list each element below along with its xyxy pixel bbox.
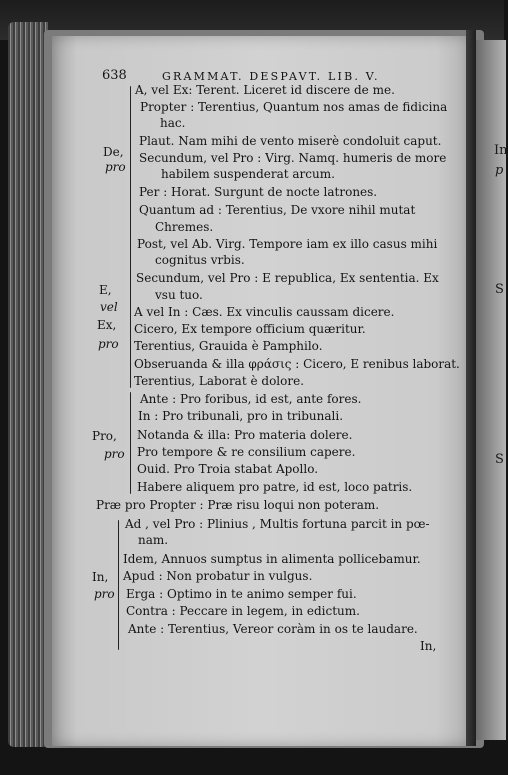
text-line: hac. <box>160 116 186 130</box>
side-label: De, <box>103 145 124 159</box>
side-label: pro <box>105 160 126 174</box>
text-line: Terentius, Laborat è dolore. <box>134 374 305 388</box>
brace <box>118 520 119 650</box>
side-label: E, <box>99 283 112 297</box>
side-label: Pro, <box>92 429 117 443</box>
page-number: 638 <box>102 68 127 83</box>
text-line: Apud : Non probatur in vulgus. <box>123 569 313 583</box>
text-line: cognitus vrbis. <box>155 253 245 267</box>
text-line: Secundum, vel Pro : Virg. Namq. humeris de more <box>139 151 447 165</box>
text-line: habilem suspenderat arcum. <box>161 167 335 181</box>
text-line: A vel In : Cæs. Ex vinculis caussam dicere. <box>134 305 395 319</box>
text-line: Ante : Pro foribus, id est, ante fores. <box>140 392 362 406</box>
next-page-fragment: S <box>495 282 504 297</box>
next-page-fragment: In <box>494 143 508 158</box>
text-line: Cicero, Ex tempore officium quæritur. <box>134 322 366 336</box>
text-line: Præ pro Propter : Præ risu loqui non poteram. <box>96 498 380 512</box>
text-line: Erga : Optimo in te animo semper fui. <box>126 587 357 601</box>
text-line: Per : Horat. Surgunt de nocte latrones. <box>139 185 378 199</box>
text-line: vsu tuo. <box>155 288 203 302</box>
text-line: Terentius, Grauida è Pamphilo. <box>134 339 323 353</box>
text-line: Pro tempore & re consilium capere. <box>137 445 356 459</box>
side-label: pro <box>104 447 125 461</box>
text-line: Quantum ad : Terentius, De vxore nihil mutat <box>139 203 416 217</box>
text-line: In : Pro tribunali, pro in tribunali. <box>138 409 344 423</box>
book-gutter <box>466 30 476 746</box>
side-label: pro <box>94 587 115 601</box>
running-head: GRAMMAT. DESPAVT. LIB. V. <box>162 70 380 83</box>
side-label: pro <box>98 337 119 351</box>
text-line: Ouid. Pro Troia stabat Apollo. <box>137 462 319 476</box>
side-label: vel <box>100 300 118 314</box>
text-line: A, vel Ex: Terent. Liceret id discere de me. <box>135 83 395 97</box>
text-line: Propter : Terentius, Quantum nos amas de fidicina <box>140 100 448 114</box>
catchword: In, <box>420 639 437 653</box>
side-label: In, <box>92 570 109 584</box>
text-line: Notanda & illa: Pro materia dolere. <box>137 428 353 442</box>
next-page-fragment: S <box>495 452 504 467</box>
text-line: Chremes. <box>155 220 214 234</box>
text-line: Ad , vel Pro : Plinius , Multis fortuna parcit in pœ- <box>125 517 430 531</box>
text-line: nam. <box>138 533 169 547</box>
side-label: Ex, <box>97 318 117 332</box>
brace <box>130 238 131 388</box>
brace <box>130 86 131 240</box>
text-line: Habere aliquem pro patre, id est, loco patris. <box>137 480 413 494</box>
text-line: Obseruanda & illa φράσις : Cicero, E renibus laborat. <box>134 357 460 371</box>
text-line: Idem, Annuos sumptus in alimenta pollicebamur. <box>123 552 421 566</box>
page-edges <box>8 22 48 747</box>
text-line: Secundum, vel Pro : E republica, Ex sententia. Ex <box>136 271 439 285</box>
text-line: Plaut. Nam mihi de vento miserè condoluit caput. <box>139 134 442 148</box>
next-page-fragment: p <box>495 163 504 178</box>
brace <box>130 392 131 494</box>
text-line: Ante : Terentius, Vereor coràm in os te laudare. <box>128 622 418 636</box>
text-line: Contra : Peccare in legem, in edictum. <box>126 604 360 618</box>
text-line: Post, vel Ab. Virg. Tempore iam ex illo casus mihi <box>137 237 438 251</box>
